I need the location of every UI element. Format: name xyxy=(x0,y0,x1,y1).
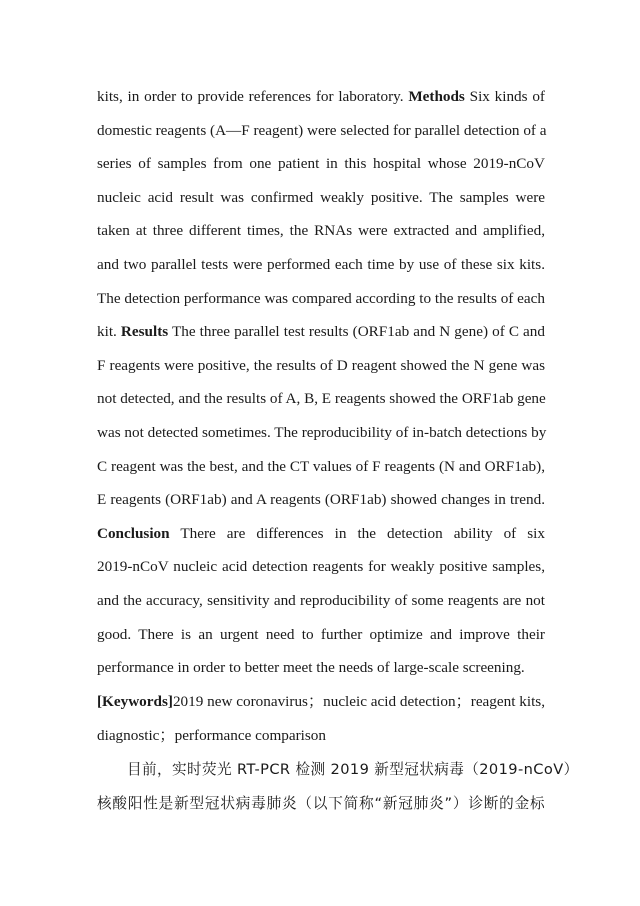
chinese-line-1 xyxy=(97,753,579,787)
keywords-text-2: diagnostic；performance comparison xyxy=(97,726,326,744)
abstract-line xyxy=(97,80,545,114)
abstract-line xyxy=(97,517,545,551)
abstract-line xyxy=(97,483,545,517)
abstract-text: The detection performance was compared according to the results of each xyxy=(97,289,545,307)
keywords-paragraph xyxy=(97,685,545,752)
abstract-line xyxy=(97,181,545,215)
abstract-line xyxy=(97,584,545,618)
keywords-line-1 xyxy=(97,685,545,719)
abstract-text: kit. xyxy=(97,323,121,341)
section-heading: Results xyxy=(120,323,169,341)
abstract-text: and the accuracy, sensitivity and reproducibility of some reagents are not xyxy=(97,591,545,609)
chinese-text-1: 目前，实时荧光 RT-PCR 检测 2019 新型冠状病毒（2019-nCoV） xyxy=(127,761,579,778)
abstract-line xyxy=(97,114,545,148)
section-heading: Conclusion xyxy=(97,524,170,542)
abstract-line xyxy=(97,651,545,685)
abstract-line xyxy=(97,618,545,652)
abstract-line xyxy=(97,282,545,316)
abstract-text: nucleic acid result was confirmed weakly positive. The samples were xyxy=(97,188,545,206)
chinese-body-paragraph xyxy=(97,753,579,820)
chinese-line-2 xyxy=(97,787,545,821)
abstract-text: series of samples from one patient in this hospital whose 2019-nCoV xyxy=(97,155,545,173)
abstract-line xyxy=(97,550,545,584)
abstract-paragraph xyxy=(97,80,545,685)
abstract-text: good. There is an urgent need to further optimize and improve their xyxy=(97,625,545,643)
abstract-text: performance in order to better meet the needs of large-scale screening. xyxy=(97,659,525,677)
keywords-line-2 xyxy=(97,719,545,753)
abstract-text: and two parallel tests were performed each time by use of these six kits. xyxy=(97,255,545,273)
abstract-line xyxy=(97,147,545,181)
abstract-text: was not detected sometimes. The reproducibility of in-batch detections by xyxy=(97,423,547,441)
abstract-text: domestic reagents (A—F reagent) were selected for parallel detection of a xyxy=(97,121,547,139)
keywords-label: [Keywords] xyxy=(97,693,173,710)
abstract-line xyxy=(97,315,545,349)
abstract-text: The three parallel test results (ORF1ab and N gene) of C and xyxy=(168,323,545,341)
keywords-text-1: 2019 new coronavirus；nucleic acid detection；reagent kits, xyxy=(172,693,545,710)
abstract-line xyxy=(97,382,545,416)
abstract-line xyxy=(97,248,545,282)
abstract-text: 2019-nCoV nucleic acid detection reagents for weakly positive samples, xyxy=(97,558,545,576)
abstract-text: There are differences in the detection ability of six xyxy=(169,524,545,542)
abstract-text: F reagents were positive, the results of D reagent showed the N gene was xyxy=(97,356,545,374)
section-heading: Methods xyxy=(408,88,465,105)
abstract-text: taken at three different times, the RNAs were extracted and amplified, xyxy=(97,222,545,240)
abstract-text: Six kinds of xyxy=(464,88,545,105)
abstract-line xyxy=(97,349,545,383)
abstract-text: not detected, and the results of A, B, E reagents showed the ORF1ab gene xyxy=(97,390,546,408)
abstract-line xyxy=(97,450,545,484)
abstract-line xyxy=(97,416,545,450)
abstract-text: kits, in order to provide references for laboratory. xyxy=(97,88,409,105)
abstract-text: C reagent was the best, and the CT values of F reagents (N and ORF1ab), xyxy=(97,457,545,475)
abstract-line xyxy=(97,214,545,248)
chinese-text-2: 核酸阳性是新型冠状病毒肺炎（以下简称“新冠肺炎”）诊断的金标 xyxy=(97,794,545,812)
abstract-text: E reagents (ORF1ab) and A reagents (ORF1ab) showed changes in trend. xyxy=(97,491,545,509)
